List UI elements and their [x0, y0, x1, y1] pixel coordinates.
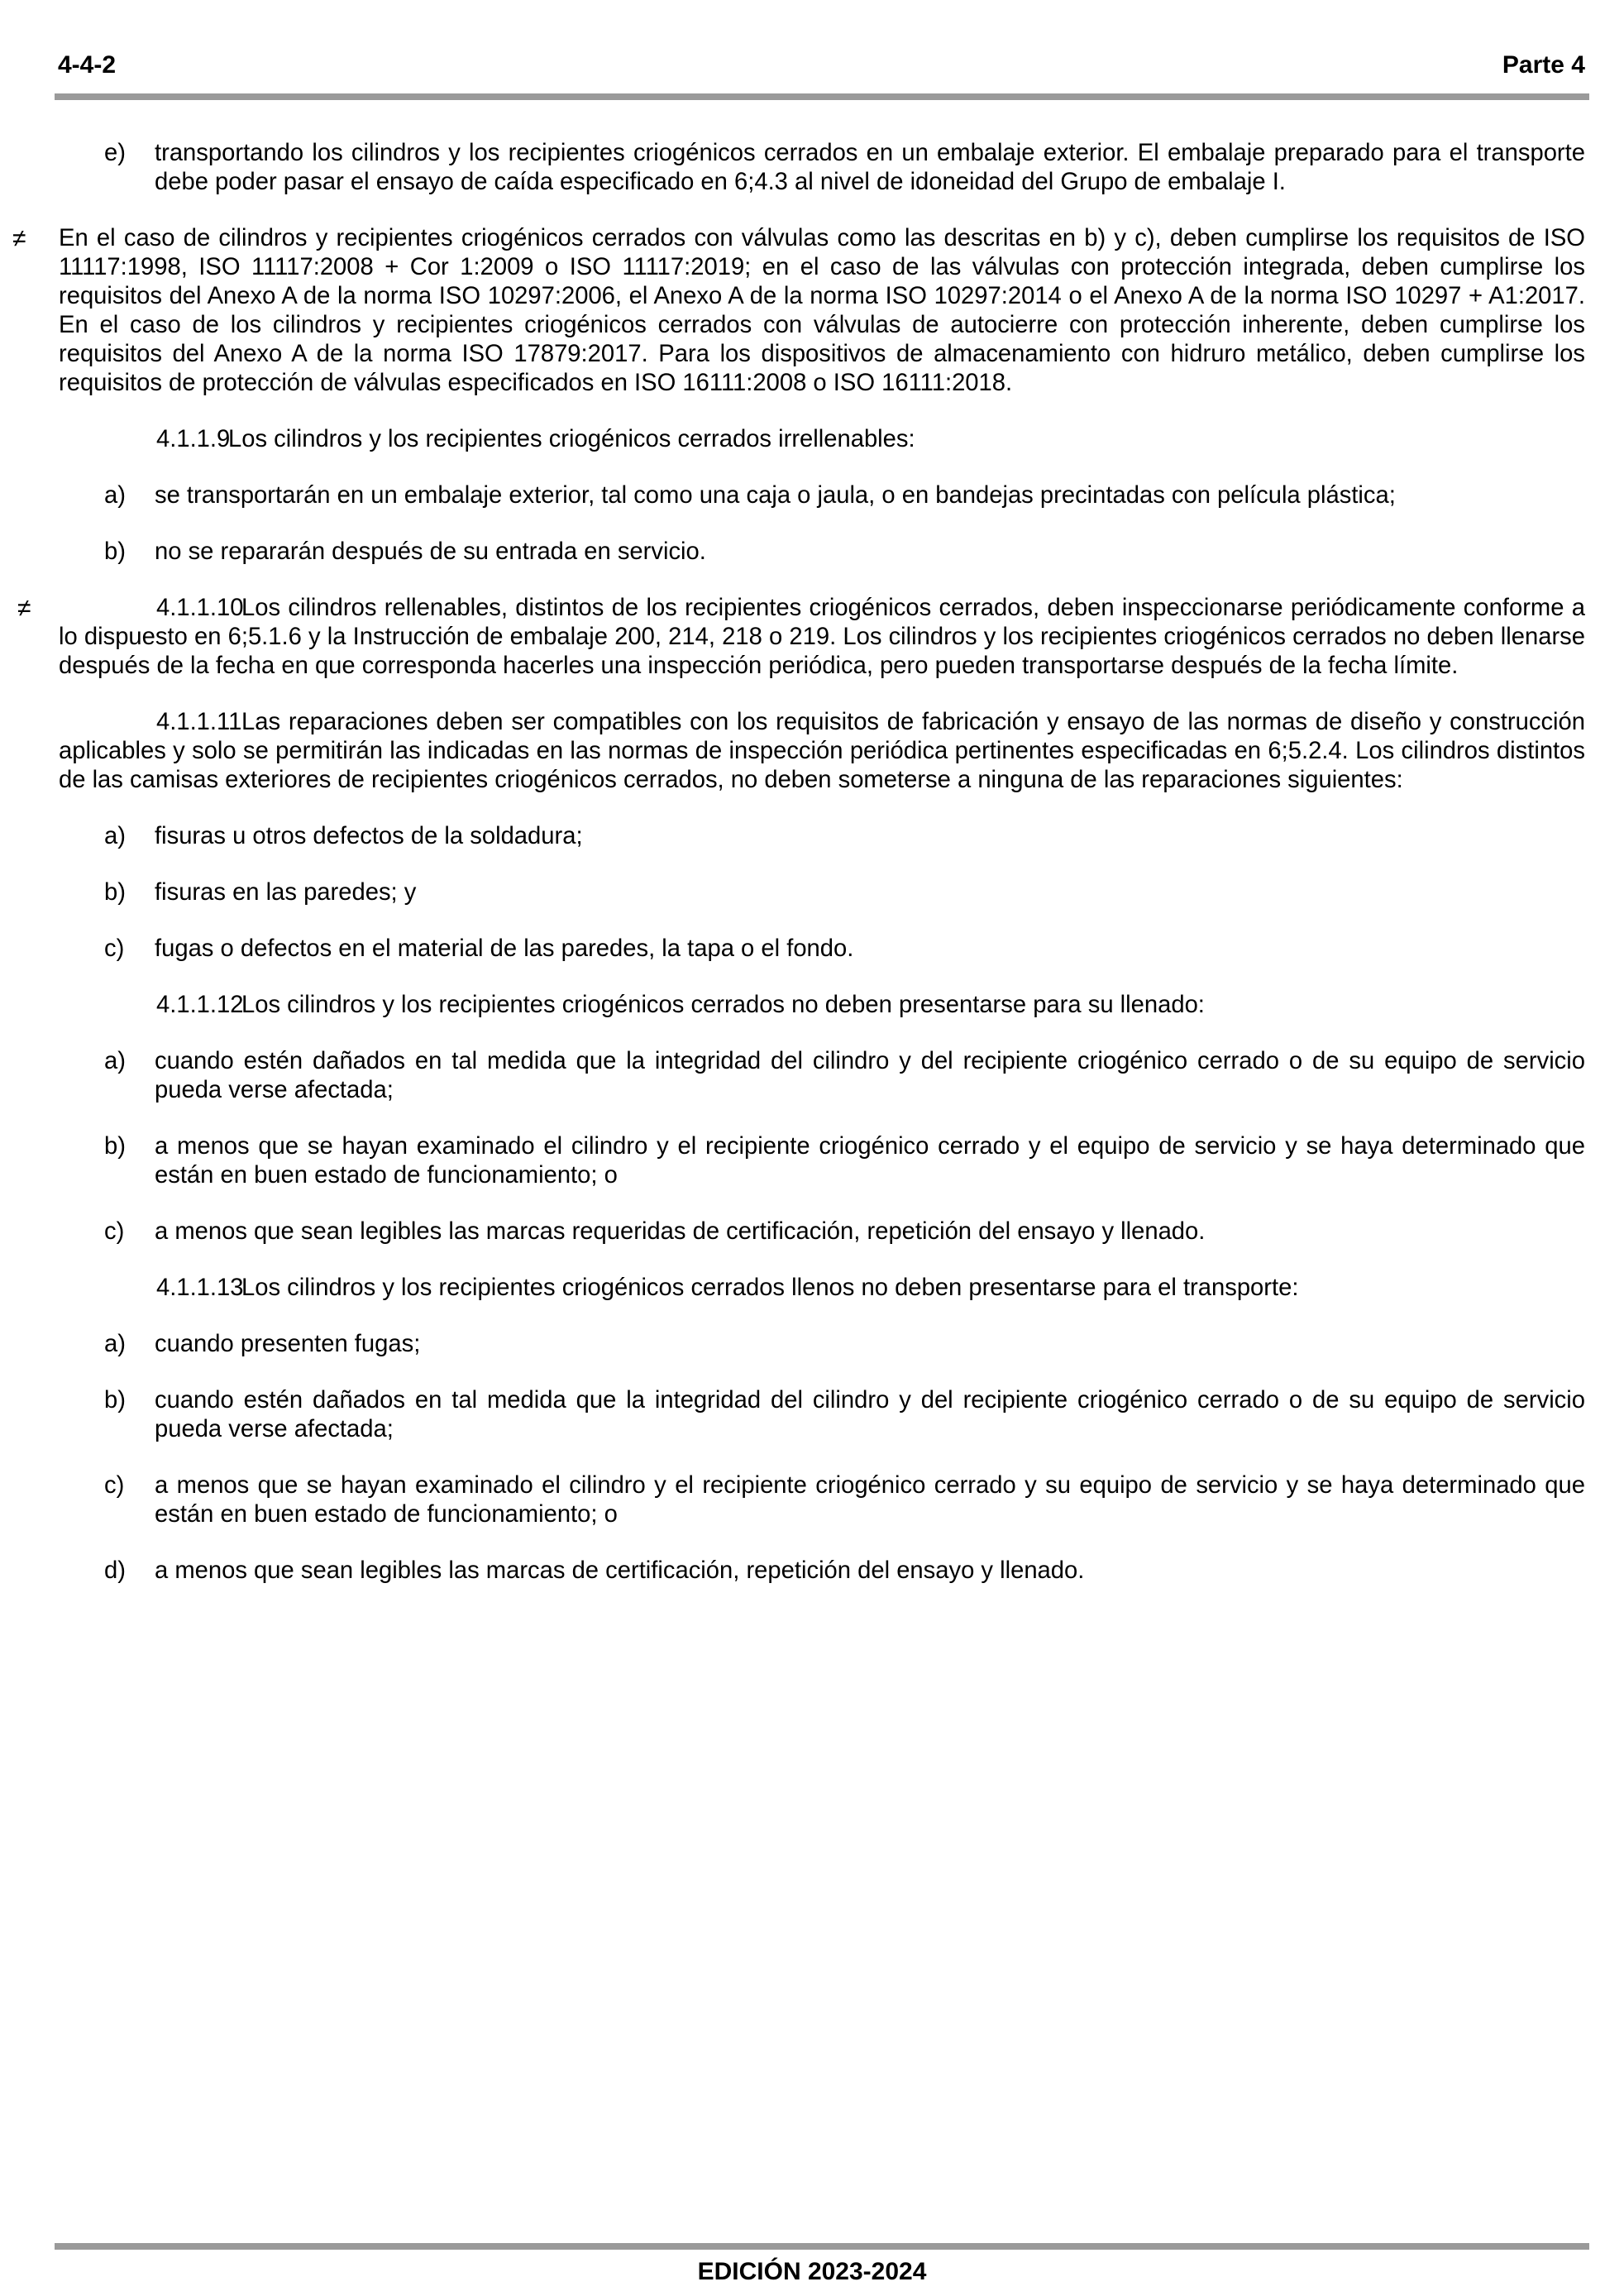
list-label: b) [104, 879, 126, 906]
list-text: a menos que sean legibles las marcas requeridas de certificación, repetición del ensayo y llenado. [155, 1218, 1206, 1245]
section-number: 4.1.1.13 [156, 1275, 244, 1301]
list-label: b) [104, 1133, 126, 1160]
list-text: fisuras u otros defectos de la soldadura; [155, 823, 583, 849]
footer-rule [55, 2243, 1589, 2250]
list-text: transportando los cilindros y los recipientes criogénicos cerrados en un embalaje exterior. El embalaje preparado para el transporte debe poder pasar el ensayo de caída especificado en 6;4.3 al nivel de idoneidad del Grupo de embalaje I. [155, 140, 1585, 195]
header-rule [55, 93, 1589, 100]
list-item [59, 538, 1585, 567]
list-label: a) [104, 823, 126, 849]
list-label: b) [104, 1387, 126, 1413]
section-number: 4.1.1.12 [156, 992, 244, 1018]
section-number: 4.1.1.10 [156, 595, 244, 621]
list-text: a menos que se hayan examinado el cilindro y el recipiente criogénico cerrado y su equipo de servicio y se haya determinado que están en buen estado de funcionamiento; o [155, 1472, 1585, 1528]
list-item-e [59, 139, 1585, 197]
amendment-mark: ≠ [12, 225, 26, 252]
document-body [12, 139, 1585, 1586]
amendment-mark: ≠ [17, 595, 31, 622]
section-text: Los cilindros rellenables, distintos de los recipientes criogénicos cerrados, deben inspeccionarse periódicamente conforme a lo dispuesto en 6;5.1.6 y la Instrucción de embalaje 200, 214, 218 o 219. Los cilindros y los recipientes criogénicos cerrados no deben llenarse después de la fecha en que corresponda hacerles una inspección periódica, pero pueden transportarse después de la fecha límite. [59, 595, 1585, 679]
page-number: 4-4-2 [58, 51, 117, 79]
list-text: cuando presenten fugas; [155, 1331, 421, 1357]
list-text: a menos que sean legibles las marcas de certificación, repetición del ensayo y llenado. [155, 1557, 1085, 1584]
section-text: Las reparaciones deben ser compatibles con los requisitos de fabricación y ensayo de las normas de diseño y construcción aplicables y solo se permitirán las indicadas en las normas de inspección periódica pertinentes especificadas en 6;5.2.4. Los cilindros distintos de las camisas exteriores de recipientes criogénicos cerrados, no deben someterse a ninguna de las reparaciones siguientes: [59, 709, 1585, 793]
list-item [59, 1132, 1585, 1190]
list-label: d) [104, 1557, 126, 1584]
section-4-1-1-13 [59, 1274, 1585, 1303]
list-item [59, 1330, 1585, 1359]
list-item [59, 1047, 1585, 1105]
list-item [59, 878, 1585, 907]
valves-paragraph [12, 224, 1585, 398]
section-4-1-1-12 [59, 991, 1585, 1020]
list-text: no se repararán después de su entrada en servicio. [155, 538, 706, 565]
list-label: a) [104, 1331, 126, 1357]
list-item [59, 1217, 1585, 1246]
section-4-1-1-11 [59, 708, 1585, 795]
list-text: fugas o defectos en el material de las paredes, la tapa o el fondo. [155, 935, 854, 962]
list-label: a) [104, 482, 126, 509]
list-label: a) [104, 1048, 126, 1074]
list-label: c) [104, 1472, 125, 1499]
list-item [59, 935, 1585, 964]
part-label: Parte 4 [1502, 51, 1585, 79]
section-number: 4.1.1.11 [156, 709, 242, 735]
list-item [59, 1557, 1585, 1586]
section-text: Los cilindros y los recipientes criogénicos cerrados irrellenables: [228, 426, 915, 452]
list-text: cuando estén dañados en tal medida que la integridad del cilindro y del recipiente criogénico cerrado o de su equipo de servicio pueda verse afectada; [155, 1048, 1585, 1103]
list-text: a menos que se hayan examinado el cilindro y el recipiente criogénico cerrado y el equipo de servicio y se haya determinado que están en buen estado de funcionamiento; o [155, 1133, 1585, 1189]
list-text: cuando estén dañados en tal medida que la integridad del cilindro y del recipiente criogénico cerrado o de su equipo de servicio pueda verse afectada; [155, 1387, 1585, 1442]
list-item [59, 1471, 1585, 1529]
list-label: b) [104, 538, 126, 565]
page-header [56, 43, 1587, 93]
section-text: Los cilindros y los recipientes criogénicos cerrados llenos no deben presentarse para el transporte: [241, 1275, 1299, 1301]
list-item [59, 1386, 1585, 1444]
list-label: c) [104, 935, 125, 962]
list-label: e) [104, 140, 126, 166]
section-4-1-1-9 [59, 425, 1585, 454]
list-item [59, 481, 1585, 510]
list-item [59, 822, 1585, 851]
list-text: fisuras en las paredes; y [155, 879, 417, 906]
section-number: 4.1.1.9 [156, 426, 231, 452]
paragraph-text: En el caso de cilindros y recipientes criogénicos cerrados con válvulas como las descritas en b) y c), deben cumplirse los requisitos de ISO 11117:1998, ISO 11117:2008 + Cor 1:2009 o ISO 11117:2019; en el caso de las válvulas con protección integrada, deben cumplirse los requisitos del Anexo A de la norma ISO 10297:2006, el Anexo A de la norma ISO 10297:2014 o el Anexo A de la norma ISO 10297 + A1:2017. En el caso de los cilindros y recipientes criogénicos cerrados con válvulas de autocierre con protección inherente, deben cumplirse los requisitos del Anexo A de la norma ISO 17879:2017. Para los dispositivos de almacenamiento con hidruro metálico, deben cumplirse los requisitos de protección de válvulas especificados en ISO 16111:2008 o ISO 16111:2018. [59, 225, 1585, 396]
list-text: se transportarán en un embalaje exterior, tal como una caja o jaula, o en bandejas precintadas con película plástica; [155, 482, 1396, 509]
section-text: Los cilindros y los recipientes criogénicos cerrados no deben presentarse para su llenado: [241, 992, 1205, 1018]
section-4-1-1-10 [17, 594, 1585, 681]
list-label: c) [104, 1218, 125, 1245]
edition-footer: EDICIÓN 2023-2024 [697, 2258, 927, 2285]
